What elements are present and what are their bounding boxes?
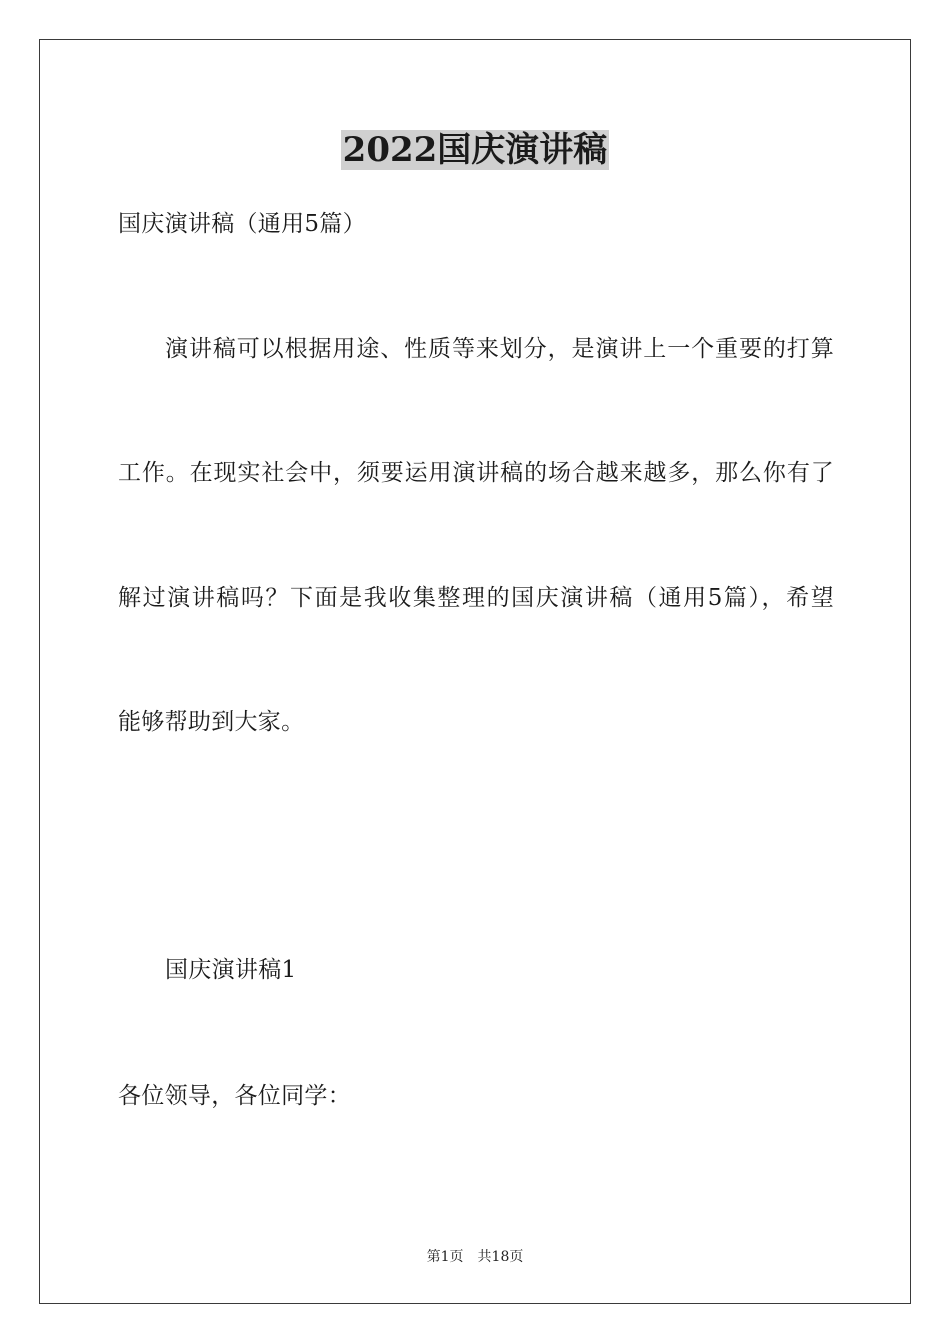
document-subtitle: 国庆演讲稿（通用5篇） [118, 211, 366, 237]
page-footer [0, 1247, 950, 1267]
intro-paragraph-line-1: 演讲稿可以根据用途、性质等来划分，是演讲上一个重要的打算 [165, 336, 834, 362]
intro-paragraph-line-3: 解过演讲稿吗？下面是我收集整理的国庆演讲稿（通用5篇），希望 [118, 585, 834, 611]
document-title-text: 2022国庆演讲稿 [342, 130, 608, 170]
page-total: 共18页 [477, 1249, 524, 1265]
intro-paragraph-line-2: 工作。在现实社会中，须要运用演讲稿的场合越来越多，那么你有了 [118, 460, 834, 486]
intro-paragraph-line-4: 能够帮助到大家。 [118, 709, 305, 735]
salutation: 各位领导，各位同学： [118, 1083, 351, 1109]
document-title [0, 126, 950, 174]
section-heading: 国庆演讲稿1 [165, 957, 297, 983]
page-number: 第1页 [426, 1249, 464, 1265]
